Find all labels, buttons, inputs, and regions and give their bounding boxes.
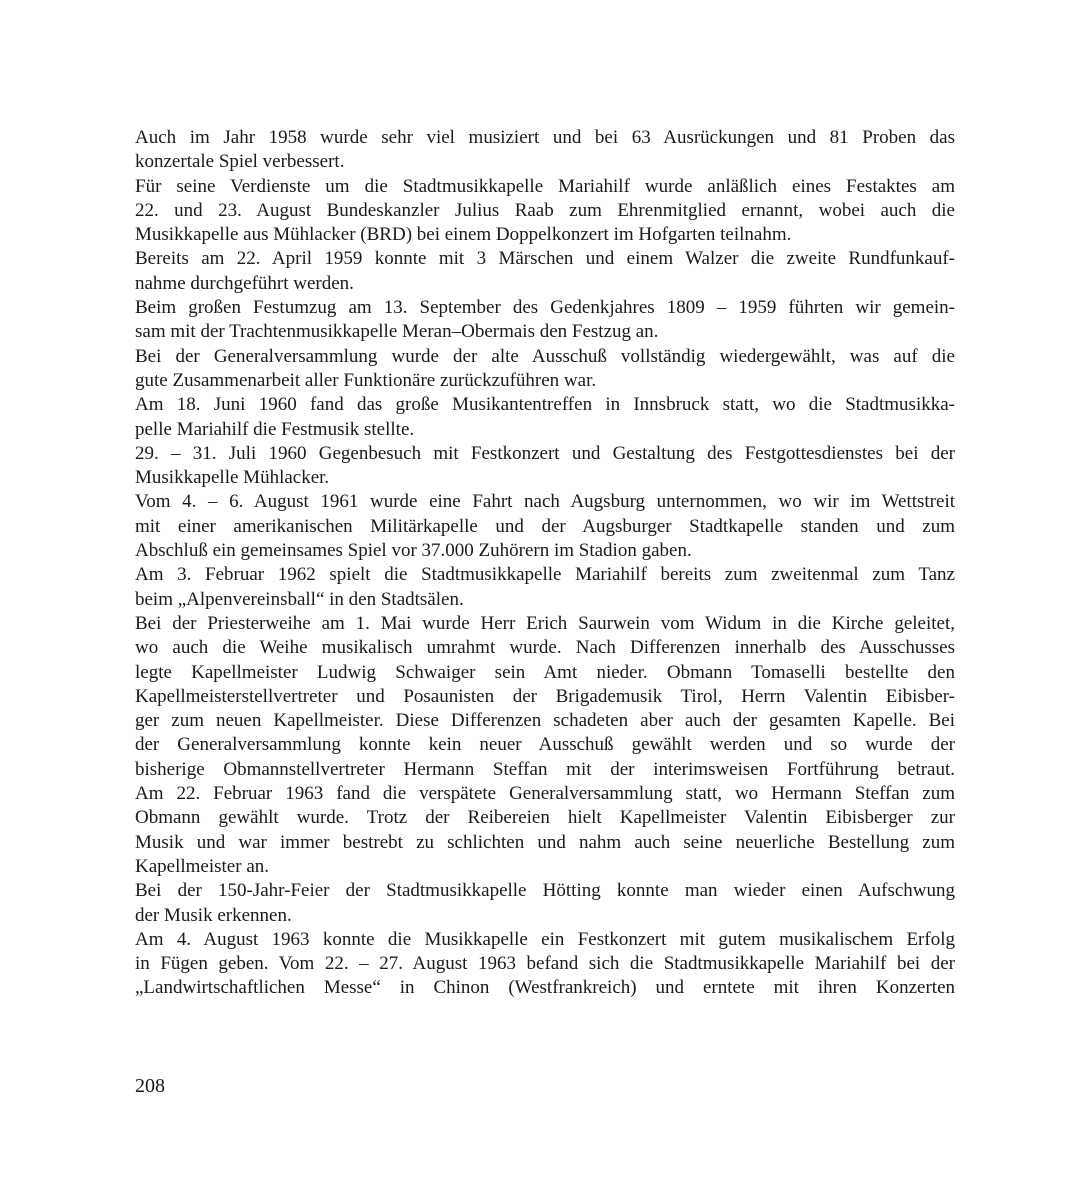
text-line: Musikkapelle aus Mühlacker (BRD) bei einem Doppelkonzert im Hofgarten teilnahm. [135, 224, 792, 246]
text-line: Bereits am 22. April 1959 konnte mit 3 Märschen und einem Walzer die zweite Rundfunkauf- [135, 248, 955, 270]
text-line: Vom 4. – 6. August 1961 wurde eine Fahrt nach Augsburg unternommen, wo wir im Wettstreit [135, 491, 955, 513]
text-line: Kapellmeister an. [135, 855, 270, 877]
body-text [135, 126, 955, 1001]
text-line: bisherige Obmannstellvertreter Hermann Steffan mit der interimsweisen Fortführung betraut. [135, 758, 955, 780]
text-line: Am 18. Juni 1960 fand das große Musikantentreffen in Innsbruck statt, wo die Stadtmusikka- [135, 394, 955, 416]
text-line: 22. und 23. August Bundeskanzler Julius Raab zum Ehrenmitglied ernannt, wobei auch die [135, 199, 955, 221]
text-line: in Fügen geben. Vom 22. – 27. August 1963 befand sich die Stadtmusikkapelle Mariahilf bei der [135, 953, 955, 975]
text-line: der Generalversammlung konnte kein neuer Ausschuß gewählt werden und so wurde der [135, 734, 955, 756]
text-line: Für seine Verdienste um die Stadtmusikkapelle Mariahilf wurde anläßlich eines Festaktes am [135, 175, 955, 197]
text-line: beim „Alpenvereinsball“ in den Stadtsälen. [135, 588, 464, 610]
page-number: 208 [135, 1075, 165, 1097]
text-line: Auch im Jahr 1958 wurde sehr viel musiziert und bei 63 Ausrückungen und 81 Proben das [135, 127, 955, 148]
text-line: Musik und war immer bestrebt zu schlichten und nahm auch seine neuerliche Bestellung zum [135, 831, 955, 853]
text-line: pelle Mariahilf die Festmusik stellte. [135, 418, 415, 440]
text-line: Bei der Priesterweihe am 1. Mai wurde Herr Erich Saurwein vom Widum in die Kirche geleitet, [135, 612, 955, 634]
text-line: nahme durchgeführt werden. [135, 272, 354, 294]
text-line: Am 3. Februar 1962 spielt die Stadtmusikkapelle Mariahilf bereits zum zweitenmal zum Tanz [135, 564, 955, 586]
text-line: legte Kapellmeister Ludwig Schwaiger sein Amt nieder. Obmann Tomaselli bestellte den [135, 661, 955, 683]
text-line: wo auch die Weihe musikalisch umrahmt wurde. Nach Differenzen innerhalb des Ausschusses [135, 637, 955, 659]
text-line: sam mit der Trachtenmusikkapelle Meran–Obermais den Festzug an. [135, 321, 659, 343]
text-line: Beim großen Festumzug am 13. September des Gedenkjahres 1809 – 1959 führten wir gemein- [135, 297, 955, 319]
text-line: Musikkapelle Mühlacker. [135, 467, 330, 489]
text-line: gute Zusammenarbeit aller Funktionäre zurückzuführen war. [135, 369, 597, 391]
text-line: Am 22. Februar 1963 fand die verspätete Generalversammlung statt, wo Hermann Steffan zum [135, 783, 955, 805]
text-line: 29. – 31. Juli 1960 Gegenbesuch mit Festkonzert und Gestaltung des Festgottesdienstes bei der [135, 442, 955, 464]
text-line: Obmann gewählt wurde. Trotz der Reibereien hielt Kapellmeister Valentin Eibisberger zur [135, 807, 955, 829]
text-line: konzertale Spiel verbessert. [135, 151, 345, 173]
text-line: Bei der 150-Jahr-Feier der Stadtmusikkapelle Hötting konnte man wieder einen Aufschwung [135, 880, 955, 902]
text-line: Am 4. August 1963 konnte die Musikkapelle ein Festkonzert mit gutem musikalischem Erfolg [135, 928, 955, 950]
text-line: „Landwirtschaftlichen Messe“ in Chinon (Westfrankreich) und erntete mit ihren Konzerten [135, 977, 955, 999]
text-line: Bei der Generalversammlung wurde der alte Ausschuß vollständig wiedergewählt, was auf die [135, 345, 955, 367]
text-line: der Musik erkennen. [135, 904, 292, 926]
text-line: Abschluß ein gemeinsames Spiel vor 37.000 Zuhörern im Stadion gaben. [135, 540, 692, 562]
text-line: Kapellmeisterstellvertreter und Posaunisten der Brigademusik Tirol, Herrn Valentin Eibisber- [135, 685, 955, 707]
text-line: ger zum neuen Kapellmeister. Diese Differenzen schadeten aber auch der gesamten Kapelle. Bei [135, 710, 955, 732]
text-line: mit einer amerikanischen Militärkapelle und der Augsburger Stadtkapelle standen und zum [135, 515, 955, 537]
